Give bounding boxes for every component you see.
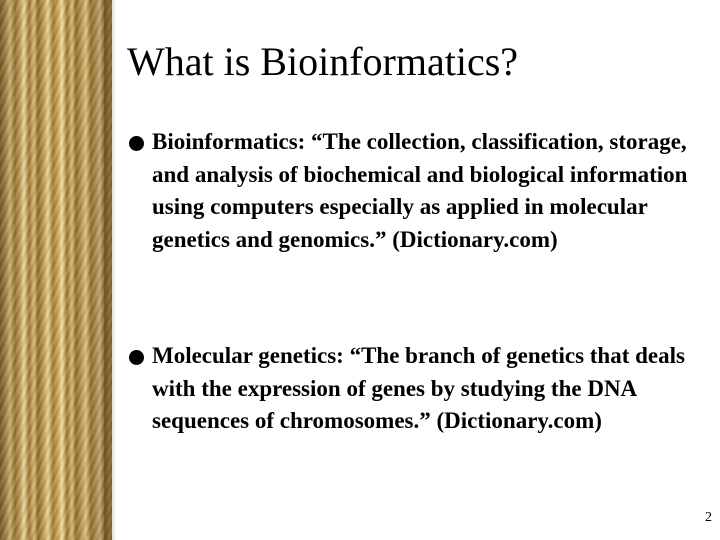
page-number: 2	[705, 510, 712, 525]
slide-title: What is Bioinformatics?	[127, 39, 519, 84]
bullet-item	[129, 126, 704, 256]
filled-circle-bullet-icon	[129, 350, 144, 365]
filled-circle-bullet-icon	[129, 136, 144, 151]
gold-striped-border	[0, 0, 112, 540]
bullet-item	[129, 340, 704, 438]
bullet-text: Molecular genetics: “The branch of genetics that deals with the expression of genes by studying the DNA sequences of chromosomes.” (Dictionary.com)	[152, 343, 685, 433]
bullet-text: Bioinformatics: “The collection, classification, storage, and analysis of biochemical and biological information using computers especially as applied in molecular genetics and genomics.” (Dictionary.com)	[152, 129, 688, 252]
border-shadow	[104, 0, 116, 540]
